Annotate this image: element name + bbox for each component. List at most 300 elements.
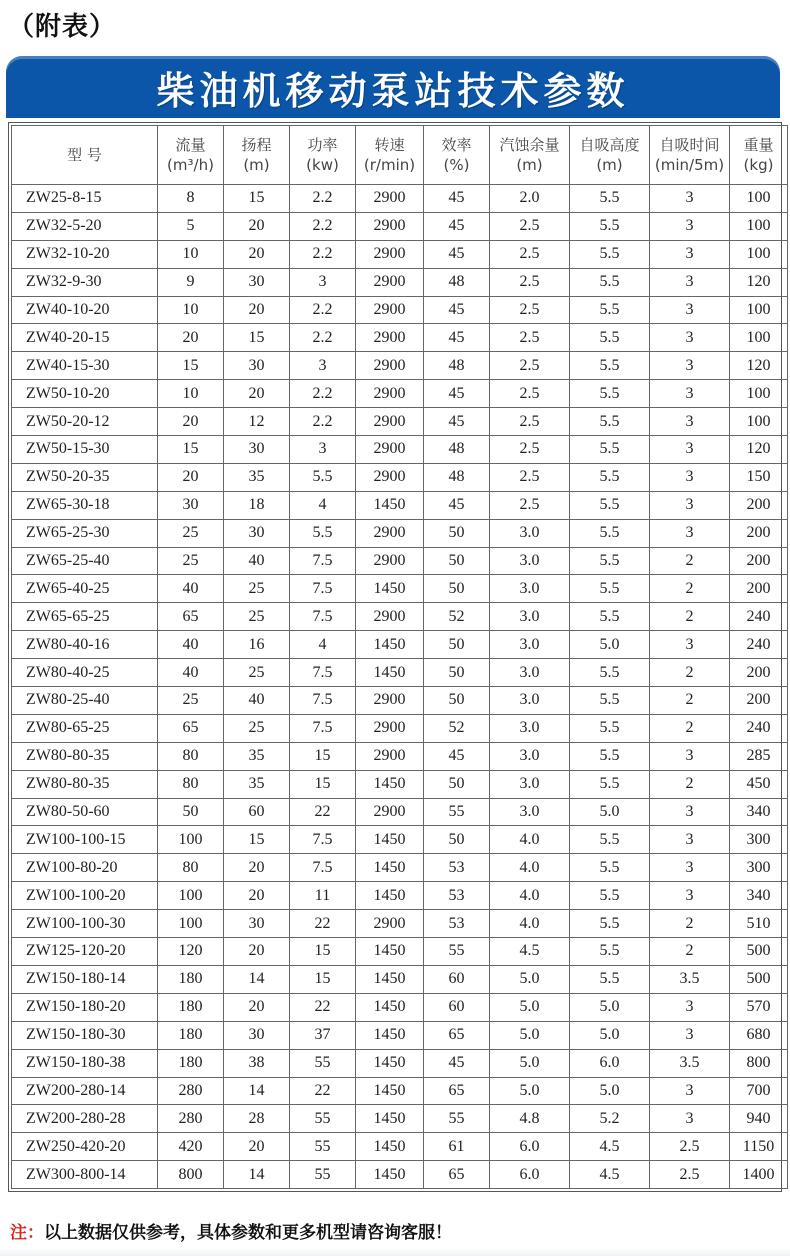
model-cell: ZW65-65-25 — [12, 603, 158, 631]
value-cell: 5.5 — [570, 436, 650, 464]
value-cell: 3 — [650, 380, 730, 408]
value-cell: 2.5 — [490, 463, 570, 491]
value-cell: 50 — [158, 798, 224, 826]
value-cell: 2900 — [356, 687, 424, 715]
value-cell: 2900 — [356, 212, 424, 240]
value-cell: 5.5 — [290, 519, 356, 547]
model-cell: ZW200-280-14 — [12, 1077, 158, 1105]
value-cell: 25 — [224, 575, 290, 603]
value-cell: 65 — [158, 714, 224, 742]
value-cell: 60 — [424, 965, 490, 993]
table-row — [12, 352, 788, 380]
value-cell: 65 — [424, 1077, 490, 1105]
value-cell: 5.5 — [570, 240, 650, 268]
value-cell: 5.5 — [570, 659, 650, 687]
value-cell: 2.5 — [490, 408, 570, 436]
value-cell: 4.0 — [490, 910, 570, 938]
table-row — [12, 296, 788, 324]
value-cell: 3 — [650, 826, 730, 854]
value-cell: 5.5 — [570, 324, 650, 352]
value-cell: 53 — [424, 910, 490, 938]
value-cell: 55 — [290, 1133, 356, 1161]
value-cell: 240 — [730, 714, 788, 742]
value-cell: 2 — [650, 547, 730, 575]
table-row — [12, 491, 788, 519]
value-cell: 4.5 — [570, 1161, 650, 1189]
table-row — [12, 547, 788, 575]
value-cell: 5.5 — [570, 408, 650, 436]
value-cell: 7.5 — [290, 659, 356, 687]
value-cell: 200 — [730, 491, 788, 519]
value-cell: 7.5 — [290, 575, 356, 603]
table-row — [12, 910, 788, 938]
model-cell: ZW200-280-28 — [12, 1105, 158, 1133]
value-cell: 22 — [290, 910, 356, 938]
table-row — [12, 687, 788, 715]
table-row — [12, 770, 788, 798]
model-cell: ZW300-800-14 — [12, 1161, 158, 1189]
value-cell: 48 — [424, 463, 490, 491]
value-cell: 2.5 — [650, 1161, 730, 1189]
table-row — [12, 1049, 788, 1077]
value-cell: 5.5 — [570, 519, 650, 547]
value-cell: 5.5 — [570, 742, 650, 770]
table-row — [12, 324, 788, 352]
value-cell: 240 — [730, 631, 788, 659]
value-cell: 5.5 — [570, 770, 650, 798]
value-cell: 3 — [650, 854, 730, 882]
model-cell: ZW65-25-30 — [12, 519, 158, 547]
value-cell: 3 — [650, 882, 730, 910]
value-cell: 8 — [158, 185, 224, 213]
value-cell: 200 — [730, 687, 788, 715]
value-cell: 80 — [158, 770, 224, 798]
column-header — [650, 126, 730, 185]
value-cell: 1450 — [356, 826, 424, 854]
column-header — [730, 126, 788, 185]
value-cell: 6.0 — [570, 1049, 650, 1077]
table-header-row — [12, 126, 788, 185]
table-row — [12, 742, 788, 770]
value-cell: 2.5 — [490, 212, 570, 240]
value-cell: 2900 — [356, 296, 424, 324]
value-cell: 3 — [650, 519, 730, 547]
value-cell: 53 — [424, 882, 490, 910]
value-cell: 30 — [224, 352, 290, 380]
value-cell: 3.0 — [490, 742, 570, 770]
value-cell: 35 — [224, 742, 290, 770]
value-cell: 3.0 — [490, 798, 570, 826]
value-cell: 280 — [158, 1105, 224, 1133]
value-cell: 2 — [650, 938, 730, 966]
value-cell: 20 — [158, 324, 224, 352]
banner-title: 柴油机移动泵站技术参数 — [156, 68, 630, 113]
value-cell: 510 — [730, 910, 788, 938]
value-cell: 30 — [158, 491, 224, 519]
value-cell: 65 — [158, 603, 224, 631]
value-cell: 4.0 — [490, 826, 570, 854]
value-cell: 6.0 — [490, 1161, 570, 1189]
model-cell: ZW100-100-15 — [12, 826, 158, 854]
value-cell: 7.5 — [290, 826, 356, 854]
model-cell: ZW80-40-16 — [12, 631, 158, 659]
value-cell: 240 — [730, 603, 788, 631]
table-row — [12, 519, 788, 547]
value-cell: 12 — [224, 408, 290, 436]
value-cell: 48 — [424, 352, 490, 380]
value-cell: 80 — [158, 742, 224, 770]
value-cell: 5.5 — [570, 882, 650, 910]
footnote-text: 以上数据仅供参考，具体参数和更多机型请咨询客服！ — [44, 1223, 452, 1243]
value-cell: 1450 — [356, 1161, 424, 1189]
value-cell: 3 — [290, 352, 356, 380]
value-cell: 300 — [730, 854, 788, 882]
value-cell: 100 — [730, 185, 788, 213]
column-header-unit: (min/5m) — [654, 156, 725, 174]
value-cell: 2.2 — [290, 408, 356, 436]
table-row — [12, 212, 788, 240]
value-cell: 6.0 — [490, 1133, 570, 1161]
column-header-name: 效率 — [441, 136, 472, 154]
value-cell: 3 — [650, 352, 730, 380]
value-cell: 2.0 — [490, 185, 570, 213]
table-row — [12, 380, 788, 408]
value-cell: 5.5 — [570, 575, 650, 603]
value-cell: 15 — [290, 938, 356, 966]
value-cell: 5.5 — [570, 547, 650, 575]
value-cell: 3.0 — [490, 687, 570, 715]
value-cell: 3 — [650, 491, 730, 519]
model-cell: ZW50-20-35 — [12, 463, 158, 491]
column-header-unit: (m) — [596, 156, 623, 174]
value-cell: 20 — [224, 882, 290, 910]
value-cell: 3.0 — [490, 575, 570, 603]
column-header-name: 功率 — [307, 136, 338, 154]
value-cell: 4 — [290, 491, 356, 519]
value-cell: 1450 — [356, 659, 424, 687]
column-header-unit: (kg) — [743, 156, 774, 174]
value-cell: 5.5 — [570, 854, 650, 882]
value-cell: 50 — [424, 631, 490, 659]
value-cell: 180 — [158, 965, 224, 993]
table-row — [12, 240, 788, 268]
value-cell: 500 — [730, 965, 788, 993]
value-cell: 55 — [424, 1105, 490, 1133]
value-cell: 700 — [730, 1077, 788, 1105]
value-cell: 25 — [158, 519, 224, 547]
value-cell: 50 — [424, 770, 490, 798]
value-cell: 300 — [730, 826, 788, 854]
value-cell: 61 — [424, 1133, 490, 1161]
value-cell: 30 — [224, 436, 290, 464]
spec-table — [11, 125, 788, 1189]
value-cell: 5 — [158, 212, 224, 240]
table-row — [12, 603, 788, 631]
table-row — [12, 185, 788, 213]
value-cell: 5.0 — [570, 1021, 650, 1049]
value-cell: 3.0 — [490, 519, 570, 547]
value-cell: 2.2 — [290, 380, 356, 408]
value-cell: 5.0 — [490, 993, 570, 1021]
column-header-name: 重量 — [743, 136, 774, 154]
value-cell: 20 — [224, 993, 290, 1021]
value-cell: 5.5 — [570, 603, 650, 631]
value-cell: 5.0 — [490, 1021, 570, 1049]
table-row — [12, 463, 788, 491]
value-cell: 3 — [650, 993, 730, 1021]
value-cell: 4.8 — [490, 1105, 570, 1133]
value-cell: 100 — [730, 324, 788, 352]
value-cell: 55 — [424, 798, 490, 826]
value-cell: 2900 — [356, 324, 424, 352]
value-cell: 5.0 — [490, 965, 570, 993]
value-cell: 20 — [224, 212, 290, 240]
value-cell: 45 — [424, 1049, 490, 1077]
value-cell: 7.5 — [290, 603, 356, 631]
value-cell: 5.0 — [570, 1077, 650, 1105]
value-cell: 2.5 — [490, 436, 570, 464]
value-cell: 3 — [650, 463, 730, 491]
value-cell: 2.5 — [490, 324, 570, 352]
model-cell: ZW80-80-35 — [12, 742, 158, 770]
value-cell: 120 — [730, 352, 788, 380]
value-cell: 45 — [424, 742, 490, 770]
value-cell: 680 — [730, 1021, 788, 1049]
value-cell: 55 — [290, 1105, 356, 1133]
column-header-name: 自吸时间 — [659, 136, 720, 154]
value-cell: 20 — [224, 240, 290, 268]
value-cell: 200 — [730, 575, 788, 603]
value-cell: 22 — [290, 993, 356, 1021]
value-cell: 55 — [290, 1049, 356, 1077]
value-cell: 100 — [730, 380, 788, 408]
value-cell: 2.5 — [490, 491, 570, 519]
model-cell: ZW100-80-20 — [12, 854, 158, 882]
value-cell: 1450 — [356, 1049, 424, 1077]
column-header — [490, 126, 570, 185]
value-cell: 50 — [424, 547, 490, 575]
value-cell: 15 — [290, 965, 356, 993]
value-cell: 2.5 — [490, 240, 570, 268]
value-cell: 3 — [290, 436, 356, 464]
value-cell: 65 — [424, 1021, 490, 1049]
column-header-name: 自吸高度 — [579, 136, 640, 154]
value-cell: 500 — [730, 938, 788, 966]
value-cell: 120 — [730, 268, 788, 296]
value-cell: 1450 — [356, 1133, 424, 1161]
value-cell: 15 — [224, 324, 290, 352]
value-cell: 20 — [224, 938, 290, 966]
value-cell: 14 — [224, 965, 290, 993]
value-cell: 2 — [650, 770, 730, 798]
value-cell: 2 — [650, 714, 730, 742]
value-cell: 100 — [730, 240, 788, 268]
value-cell: 800 — [158, 1161, 224, 1189]
value-cell: 450 — [730, 770, 788, 798]
value-cell: 3 — [650, 185, 730, 213]
value-cell: 15 — [158, 352, 224, 380]
value-cell: 3.0 — [490, 770, 570, 798]
value-cell: 2.5 — [490, 380, 570, 408]
value-cell: 5.5 — [570, 714, 650, 742]
value-cell: 48 — [424, 436, 490, 464]
value-cell: 7.5 — [290, 714, 356, 742]
value-cell: 3 — [650, 631, 730, 659]
value-cell: 20 — [224, 380, 290, 408]
table-row — [12, 938, 788, 966]
value-cell: 18 — [224, 491, 290, 519]
value-cell: 2 — [650, 575, 730, 603]
value-cell: 285 — [730, 742, 788, 770]
value-cell: 2900 — [356, 352, 424, 380]
column-header — [12, 126, 158, 185]
model-cell: ZW32-5-20 — [12, 212, 158, 240]
value-cell: 2900 — [356, 910, 424, 938]
value-cell: 1400 — [730, 1161, 788, 1189]
value-cell: 2 — [650, 659, 730, 687]
model-cell: ZW50-10-20 — [12, 380, 158, 408]
value-cell: 45 — [424, 240, 490, 268]
value-cell: 4.0 — [490, 854, 570, 882]
value-cell: 5.2 — [570, 1105, 650, 1133]
title-banner — [6, 56, 780, 118]
value-cell: 800 — [730, 1049, 788, 1077]
footnote-mark: 注： — [10, 1223, 44, 1243]
value-cell: 2.5 — [490, 352, 570, 380]
value-cell: 3 — [650, 324, 730, 352]
table-row — [12, 1133, 788, 1161]
model-cell: ZW65-25-40 — [12, 547, 158, 575]
value-cell: 55 — [290, 1161, 356, 1189]
value-cell: 30 — [224, 910, 290, 938]
column-header — [290, 126, 356, 185]
table-row — [12, 436, 788, 464]
table-row — [12, 1077, 788, 1105]
value-cell: 3 — [650, 408, 730, 436]
value-cell: 4.5 — [570, 1133, 650, 1161]
model-cell: ZW40-15-30 — [12, 352, 158, 380]
value-cell: 3 — [290, 268, 356, 296]
table-row — [12, 854, 788, 882]
value-cell: 5.5 — [570, 938, 650, 966]
value-cell: 22 — [290, 798, 356, 826]
model-cell: ZW65-30-18 — [12, 491, 158, 519]
value-cell: 30 — [224, 1021, 290, 1049]
model-cell: ZW65-40-25 — [12, 575, 158, 603]
model-cell: ZW32-10-20 — [12, 240, 158, 268]
value-cell: 5.5 — [570, 185, 650, 213]
value-cell: 48 — [424, 268, 490, 296]
model-cell: ZW80-40-25 — [12, 659, 158, 687]
table-row — [12, 1105, 788, 1133]
value-cell: 11 — [290, 882, 356, 910]
value-cell: 2900 — [356, 714, 424, 742]
model-cell: ZW80-80-35 — [12, 770, 158, 798]
value-cell: 1450 — [356, 854, 424, 882]
value-cell: 40 — [224, 687, 290, 715]
model-cell: ZW125-120-20 — [12, 938, 158, 966]
value-cell: 5.0 — [570, 798, 650, 826]
model-cell: ZW150-180-20 — [12, 993, 158, 1021]
table-row — [12, 965, 788, 993]
value-cell: 20 — [224, 296, 290, 324]
model-cell: ZW150-180-14 — [12, 965, 158, 993]
value-cell: 45 — [424, 380, 490, 408]
value-cell: 2.5 — [490, 268, 570, 296]
value-cell: 45 — [424, 185, 490, 213]
value-cell: 3 — [650, 1105, 730, 1133]
value-cell: 9 — [158, 268, 224, 296]
table-row — [12, 798, 788, 826]
column-header-unit: (kw) — [306, 156, 339, 174]
model-cell: ZW80-25-40 — [12, 687, 158, 715]
value-cell: 280 — [158, 1077, 224, 1105]
value-cell: 65 — [424, 1161, 490, 1189]
table-row — [12, 631, 788, 659]
value-cell: 30 — [224, 268, 290, 296]
model-cell: ZW50-15-30 — [12, 436, 158, 464]
model-cell: ZW25-8-15 — [12, 185, 158, 213]
value-cell: 20 — [158, 463, 224, 491]
column-header-unit: (m) — [243, 156, 270, 174]
column-header-name: 扬程 — [241, 136, 272, 154]
value-cell: 15 — [290, 742, 356, 770]
value-cell: 25 — [158, 687, 224, 715]
value-cell: 2900 — [356, 463, 424, 491]
table-row — [12, 659, 788, 687]
value-cell: 5.0 — [570, 993, 650, 1021]
value-cell: 53 — [424, 854, 490, 882]
value-cell: 3.0 — [490, 659, 570, 687]
value-cell: 80 — [158, 854, 224, 882]
value-cell: 100 — [158, 882, 224, 910]
value-cell: 25 — [224, 714, 290, 742]
value-cell: 100 — [730, 296, 788, 324]
value-cell: 1450 — [356, 575, 424, 603]
value-cell: 2.5 — [490, 296, 570, 324]
value-cell: 420 — [158, 1133, 224, 1161]
model-cell: ZW32-9-30 — [12, 268, 158, 296]
value-cell: 3 — [650, 240, 730, 268]
column-header-name: 流量 — [175, 136, 206, 154]
value-cell: 180 — [158, 1049, 224, 1077]
value-cell: 2900 — [356, 742, 424, 770]
value-cell: 20 — [224, 854, 290, 882]
model-cell: ZW100-100-20 — [12, 882, 158, 910]
value-cell: 20 — [158, 408, 224, 436]
value-cell: 2 — [650, 910, 730, 938]
value-cell: 200 — [730, 519, 788, 547]
spec-table-frame — [8, 122, 782, 1192]
value-cell: 1450 — [356, 882, 424, 910]
value-cell: 15 — [290, 770, 356, 798]
value-cell: 3 — [650, 268, 730, 296]
table-row — [12, 1021, 788, 1049]
value-cell: 5.5 — [570, 463, 650, 491]
table-row — [12, 993, 788, 1021]
value-cell: 10 — [158, 240, 224, 268]
value-cell: 3.0 — [490, 714, 570, 742]
value-cell: 120 — [158, 938, 224, 966]
value-cell: 25 — [224, 659, 290, 687]
value-cell: 3 — [650, 798, 730, 826]
value-cell: 5.0 — [490, 1049, 570, 1077]
value-cell: 52 — [424, 603, 490, 631]
value-cell: 940 — [730, 1105, 788, 1133]
value-cell: 5.5 — [570, 491, 650, 519]
appendix-label: （附表） — [8, 12, 117, 42]
value-cell: 3 — [650, 212, 730, 240]
